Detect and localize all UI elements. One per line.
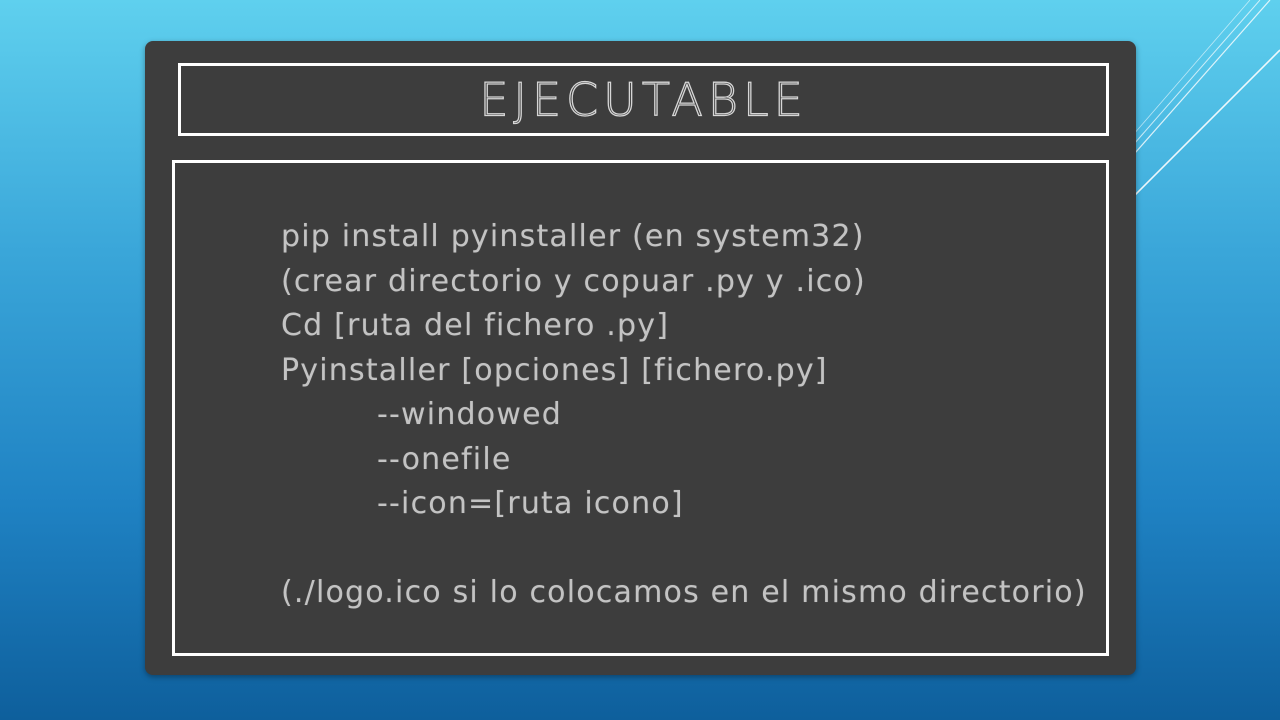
content-line-option-windowed: --windowed xyxy=(377,397,562,432)
chalkboard-slide xyxy=(145,41,1136,675)
content-line-install: pip install pyinstaller (en system32) xyxy=(281,219,865,254)
content-line-option-icon: --icon=[ruta icono] xyxy=(377,486,684,521)
title-frame xyxy=(178,63,1109,136)
content-line-option-onefile: --onefile xyxy=(377,441,512,477)
decorative-diagonal-lines xyxy=(1120,0,1280,220)
content-line-cd: Cd [ruta del fichero .py] xyxy=(281,308,670,343)
slide-title: EJECUTABLE xyxy=(479,73,808,126)
content-lines xyxy=(281,215,1087,616)
content-line-note: (./logo.ico si lo colocamos en el mismo directorio) xyxy=(281,575,1087,610)
content-spacer xyxy=(281,527,1087,572)
content-frame xyxy=(172,160,1109,656)
content-line-create-dir: (crear directorio y copuar .py y .ico) xyxy=(281,263,866,299)
content-line-pyinstaller: Pyinstaller [opciones] [fichero.py] xyxy=(281,352,828,388)
